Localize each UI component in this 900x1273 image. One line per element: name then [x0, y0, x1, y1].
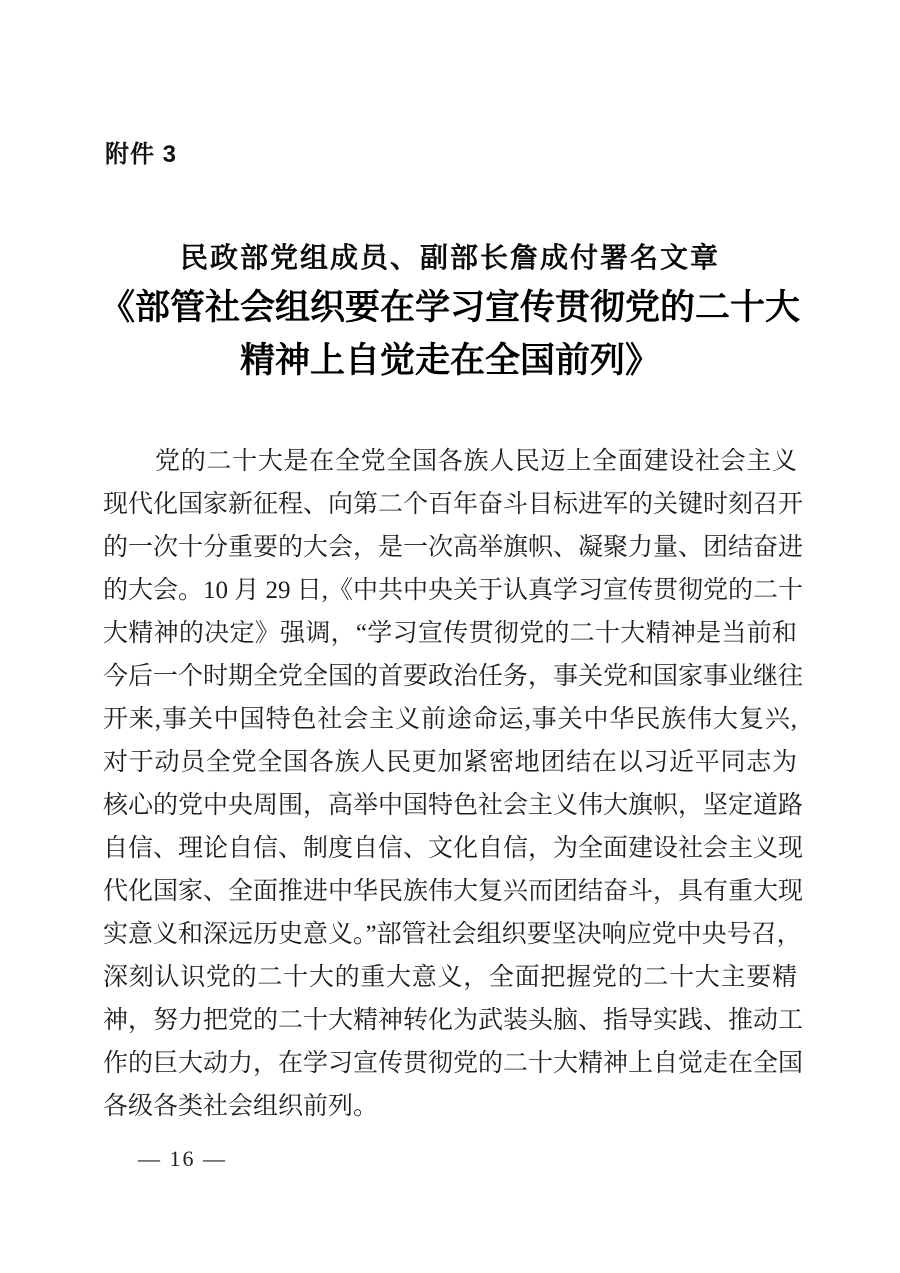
body-line: 深刻认识党的二十大的重大意义，全面把握党的二十大主要精 — [103, 964, 797, 991]
body-line: 实意义和深远历史意义。”部管社会组织要坚决响应党中央号召， — [103, 921, 802, 948]
body-line: 各级各类社会组织前列。 — [103, 1093, 379, 1120]
body-line: 神，努力把党的二十大精神转化为武装头脑、指导实践、推动工 — [103, 1007, 804, 1034]
body-line: 代化国家、全面推进中华民族伟大复兴而团结奋斗，具有重大现 — [103, 878, 804, 905]
body-line: 作的巨大动力，在学习宣传贯彻党的二十大精神上自觉走在全国 — [103, 1050, 804, 1077]
article-title-line-2: 精神上自觉走在全国前列》 — [239, 341, 660, 380]
article-body — [103, 440, 804, 1128]
body-line: 自信、理论自信、制度自信、文化自信，为全面建设社会主义现 — [103, 835, 804, 862]
article-title — [50, 281, 850, 387]
byline-heading: 民政部党组成员、副部长詹成付署名文章 — [179, 242, 720, 273]
body-line: 的一次十分重要的大会，是一次高举旗帜、凝聚力量、团结奋进 — [103, 534, 804, 561]
body-line: 的大会。10 月 29 日,《中共中央关于认真学习宣传贯彻党的二十 — [103, 577, 804, 604]
attachment-label: 附件 3 — [105, 141, 178, 168]
body-line: 现代化国家新征程、向第二个百年奋斗目标进军的关键时刻召开 — [103, 491, 804, 518]
body-line: 大精神的决定》强调，“学习宣传贯彻党的二十大精神是当前和 — [103, 620, 797, 647]
body-line: 开来,事关中国特色社会主义前途命运,事关中华民族伟大复兴, — [103, 706, 797, 733]
page-number: — 16 — — [138, 1146, 227, 1171]
body-line: 今后一个时期全党全国的首要政治任务，事关党和国家事业继往 — [103, 663, 804, 690]
body-line: 党的二十大是在全党全国各族人民迈上全面建设社会主义 — [155, 448, 797, 475]
body-line: 对于动员全党全国各族人民更加紧密地团结在以习近平同志为 — [103, 749, 797, 776]
body-line: 核心的党中央周围，高举中国特色社会主义伟大旗帜，坚定道路 — [103, 792, 804, 819]
article-title-line-1: 《部管社会组织要在学习宣传贯彻党的二十大 — [99, 288, 800, 327]
